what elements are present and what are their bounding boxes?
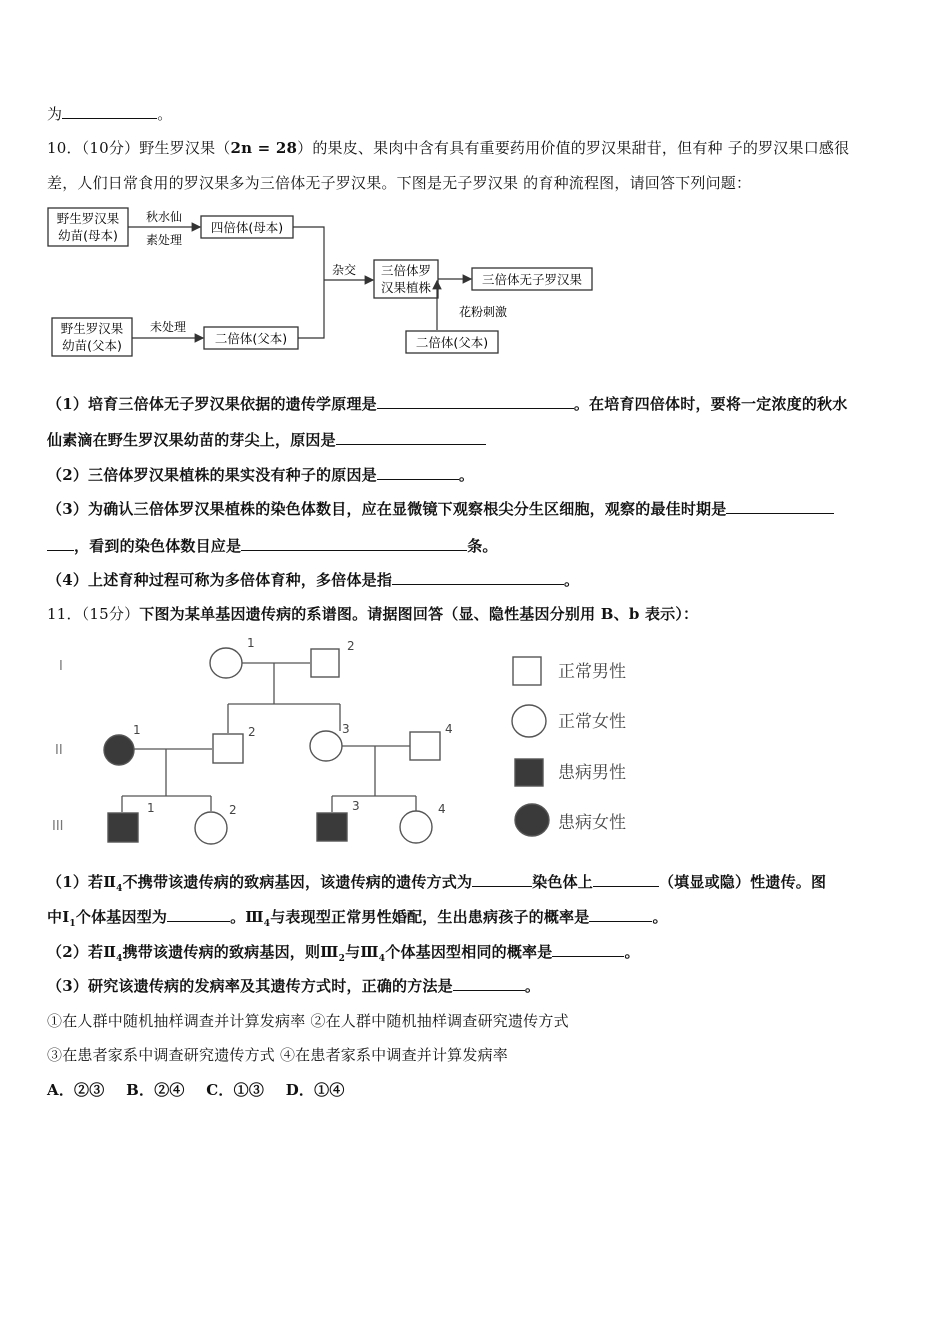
text: （4）上述育种过程可称为多倍体育种，多倍体是指	[47, 571, 393, 589]
legend-affected-male-symbol	[515, 759, 543, 786]
subscript: 4	[263, 919, 271, 929]
gen1-male-2	[311, 649, 339, 677]
answer-blank[interactable]	[167, 907, 230, 922]
question-number: 10．（10分）	[47, 139, 140, 157]
text: 表示）：	[644, 605, 699, 623]
answer-blank[interactable]	[453, 976, 525, 991]
subscript: 1	[69, 919, 76, 929]
gen2-num-2: 2	[248, 725, 256, 739]
text: 个体基因型相同的概率是	[385, 943, 553, 961]
text: 。	[624, 943, 640, 961]
gen2-male-2	[213, 734, 243, 763]
gen3-num-3: 3	[352, 799, 360, 813]
legend-affected-male: 患病男性	[558, 763, 626, 783]
triploid-label-1: 三倍体罗	[380, 263, 432, 278]
text: 与Ⅲ	[345, 943, 379, 961]
answer-blank[interactable]	[392, 570, 564, 585]
legend-normal-male: 正常男性	[558, 662, 626, 682]
gen-label-3: III	[52, 819, 64, 834]
gen3-num-4: 4	[438, 802, 446, 816]
text: 。	[524, 977, 541, 995]
gen2-num-4: 4	[445, 722, 453, 736]
text: 条。	[467, 537, 498, 555]
colchicine-label-2: 素处理	[145, 233, 183, 247]
text: B	[595, 605, 614, 623]
wild-mother-label-2: 幼苗(母本)	[58, 228, 118, 243]
q10-line2: 差，人们日常食用的罗汉果多为三倍体无子罗汉果。下图是无子罗汉果 的育种流程图，请回答下列问题：	[47, 174, 752, 192]
text: （1）培育三倍体无子罗汉果依据的遗传学原理是	[47, 395, 377, 413]
gen2-male-4	[410, 732, 440, 760]
q11-options-34: ③在患者家系中调查研究遗传方式 ④在患者家系中调查并计算发病率	[47, 1046, 508, 1064]
text: 个体基因型为	[75, 908, 168, 926]
text: 不携带该遗传病的致病基因，该遗传病的遗传方式为	[122, 873, 473, 891]
answer-blank[interactable]	[377, 394, 574, 409]
text: 。Ⅲ	[230, 908, 264, 926]
pedigree-chart	[45, 632, 665, 854]
answer-blank[interactable]	[589, 907, 652, 922]
pollen-label: 花粉刺激	[458, 305, 508, 319]
gen3-affected-male-1	[108, 813, 138, 842]
q10-sub2	[47, 464, 474, 485]
gen-label-1: I	[59, 659, 63, 674]
text: b	[628, 605, 645, 623]
gen3-num-2: 2	[229, 803, 237, 817]
tetraploid-label: 四倍体(母本)	[210, 220, 284, 235]
answer-blank[interactable]	[336, 430, 486, 445]
gen3-affected-male-3	[317, 813, 347, 841]
text: 。在培育四倍体时，要将一定浓度的秋水	[573, 395, 848, 413]
legend-affected-female-symbol	[515, 804, 549, 836]
gen2-num-1: 1	[133, 723, 141, 737]
text: 、	[613, 605, 629, 623]
breeding-flowchart	[40, 200, 610, 365]
triploid-label-2: 汉果植株	[380, 280, 432, 295]
answer-blank[interactable]	[47, 536, 74, 551]
text: 野生罗汉果（	[139, 139, 231, 157]
cross-label: 杂交	[331, 263, 357, 277]
wild-mother-label-1: 野生罗汉果	[56, 211, 120, 226]
formula: 2n = 28	[230, 139, 298, 157]
q11-sub2	[47, 941, 640, 964]
seedless-label: 三倍体无子罗汉果	[481, 272, 583, 287]
text: （2）三倍体罗汉果植株的果实没有种子的原因是	[47, 466, 377, 484]
untreated-label: 未处理	[149, 320, 187, 334]
gen2-female-3	[310, 731, 342, 761]
text: （3）研究该遗传病的发病率及其遗传方式时，正确的方法是	[47, 977, 453, 995]
wild-father-label-1: 野生罗汉果	[60, 321, 124, 336]
gen1-num-2: 2	[347, 639, 355, 653]
gen3-female-4	[400, 811, 432, 843]
q11-sub1-cont	[47, 906, 668, 929]
answer-blank[interactable]	[241, 536, 467, 551]
text: 与表现型正常男性婚配，生出患病孩子的概率是	[270, 908, 590, 926]
legend-normal-female-symbol	[512, 705, 546, 737]
text: 。	[157, 105, 173, 123]
text: 染色体上	[532, 873, 593, 891]
text: （填显或隐）性遗传。图	[658, 873, 827, 891]
gen1-female-1	[210, 648, 242, 678]
legend-normal-female: 正常女性	[558, 712, 626, 732]
q11-title	[47, 603, 698, 624]
subscript: 4	[378, 954, 386, 964]
text: 为	[47, 105, 63, 123]
text: （3）为确认三倍体罗汉果植株的染色体数目，应在显微镜下观察根尖分生区细胞，观察的最佳时期是	[47, 500, 727, 518]
wild-father-label-2: 幼苗(父本)	[62, 338, 122, 353]
answer-blank[interactable]	[552, 942, 624, 957]
diploid-father-label-2: 二倍体(父本)	[415, 335, 489, 350]
answer-line-prev	[47, 103, 172, 124]
text: 。	[652, 908, 668, 926]
gen-label-2: II	[55, 743, 63, 758]
text: 仙素滴在野生罗汉果幼苗的芽尖上，原因是	[47, 431, 336, 449]
q11-options-12: ①在人群中随机抽样调查并计算发病率 ②在人群中随机抽样调查研究遗传方式	[47, 1012, 569, 1030]
text: 下图为某单基因遗传病的系谱图。请据图回答（显、隐性基因分别用	[139, 605, 596, 623]
q10-title	[47, 137, 849, 158]
gen2-num-3: 3	[342, 722, 350, 736]
gen2-affected-female-1	[104, 735, 134, 765]
text: ）的果皮、果肉中含有具有重要药用价值的罗汉果甜苷，但有种 子的罗汉果口感很	[297, 139, 850, 157]
answer-blank[interactable]	[593, 872, 659, 887]
q11-answer-choices[interactable]: A．②③ B．②④ C．①③ D．①④	[47, 1081, 345, 1099]
text: （2）若Ⅱ	[47, 943, 117, 961]
answer-blank[interactable]	[62, 104, 157, 119]
q10-sub3-cont	[47, 535, 498, 556]
gen3-num-1: 1	[147, 801, 155, 815]
q10-sub1-cont	[47, 429, 486, 450]
q11-sub1	[47, 871, 826, 894]
text: （1）若Ⅱ	[47, 873, 117, 891]
text: 中Ⅰ	[47, 908, 70, 926]
gen3-female-2	[195, 812, 227, 844]
q10-sub4	[47, 569, 579, 590]
legend-affected-female: 患病女性	[558, 813, 626, 833]
q11-sub3	[47, 975, 540, 996]
subscript: 4	[116, 954, 123, 964]
answer-blank[interactable]	[377, 465, 459, 480]
diploid-father-label: 二倍体(父本)	[214, 331, 288, 346]
text: ，看到的染色体数目应是	[74, 537, 242, 555]
question-number: 11．（15分）	[47, 605, 140, 623]
subscript: 2	[338, 954, 346, 964]
legend-normal-male-symbol	[513, 657, 541, 685]
gen1-num-1: 1	[247, 636, 255, 650]
q10-sub3	[47, 498, 834, 519]
subscript: 4	[116, 884, 123, 894]
text: 。	[564, 571, 580, 589]
q10-sub1	[47, 393, 847, 414]
text: 携带该遗传病的致病基因，则Ⅲ	[122, 943, 339, 961]
answer-blank[interactable]	[726, 499, 834, 514]
colchicine-label-1: 秋水仙	[145, 210, 183, 224]
text: 。	[458, 466, 475, 484]
answer-blank[interactable]	[472, 872, 532, 887]
